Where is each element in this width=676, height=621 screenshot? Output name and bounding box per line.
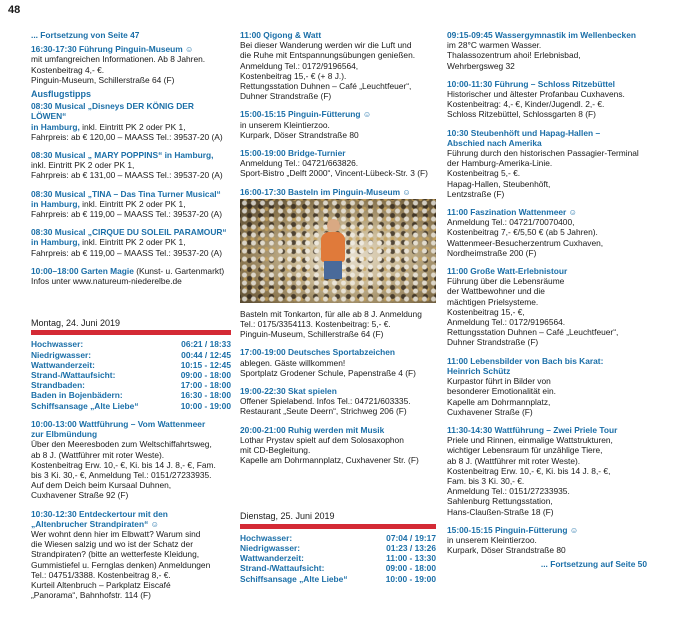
event-line-rest: inkl. Eintritt PK 2 oder PK 1, (79, 198, 186, 209)
event-garten-magie (31, 266, 231, 286)
person-figure (318, 219, 348, 279)
event-line: Pinguin-Museum, Schillerstraße 64 (F) (31, 74, 175, 85)
event-line: Offener Spielabend. Infos Tel.: 04721/603335. (240, 396, 411, 407)
event-zwei-priele-tour (447, 425, 647, 517)
event-line: Über den Meeresboden zum Weltschiffahrtsweg, (31, 439, 212, 450)
event-line: Restaurant „Seute Deern“, Strichweg 206 (F) (240, 406, 407, 417)
event-location: in Hamburg, (31, 121, 80, 132)
event-line: Führung über die Lebensräume (447, 276, 565, 287)
event-line: Wer wohnt denn hier im Elbwatt? Warum sind (31, 528, 201, 539)
event-line: Wattenmeer-Besucherzentrum Cuxhaven, (447, 237, 604, 248)
event-line: der Hamburg-Amerika-Linie. (447, 158, 553, 169)
event-line: Nordheimstraße 200 (F) (447, 247, 537, 258)
event-line: Lentzstraße (F) (447, 188, 505, 199)
event-title: 16:30-17:30 Führung Pinguin-Museum ☺ (31, 44, 194, 55)
event-schloss-ritzebuettel (447, 79, 647, 120)
event-title: „Altenbrucher Strandpiraten“ ☺ (31, 518, 160, 529)
event-location: in Hamburg, (31, 237, 80, 248)
event-title: 15:00-19:00 Bridge-Turnier (240, 148, 346, 159)
event-title: 11:00 Faszination Wattenmeer ☺ (447, 207, 578, 218)
event-sportabzeichen (240, 347, 436, 378)
event-line: Duhner Strandstraße (F) (447, 337, 539, 348)
event-title: 15:00-15:15 Pinguin-Fütterung ☺ (447, 524, 579, 535)
event-title: 08:30 Musical „ MARY POPPINS“ in Hamburg, (31, 150, 214, 161)
event-line: Duhner Strandstraße (F) (240, 91, 332, 102)
tide-row (31, 390, 231, 400)
event-line: Fahrpreis: ab € 131,00 – MAASS Tel.: 39537-20 (A) (31, 170, 223, 181)
tide-row (31, 350, 231, 360)
person-legs (324, 261, 342, 279)
tide-row (31, 339, 231, 349)
event-line: Gummistiefel u. Fernglas denken) Anmeldungen (31, 559, 211, 570)
event-line: Kostenbeitrag Erw. 10,- €, Ki. bis 14 J. 8,- €, Fam. (31, 459, 216, 470)
event-line: Kurpastor führt in Bilder von (447, 376, 551, 387)
column-2 (240, 30, 436, 584)
event-line: Fam. bis 3 Ki. 30,- €. (447, 475, 525, 486)
event-line: „Panorama“, Bahnhofstr. 114 (F) (31, 590, 151, 601)
event-line: Kapelle am Dohrmannplatz, Cuxhavener Str. (F) (240, 455, 419, 466)
event-line: wichtiger Lebensraum für unzählige Tiere, (447, 445, 603, 456)
event-line: Anmeldung Tel.: 0172/9196564. (447, 317, 566, 328)
tide-label: Strand-/Wattaufsicht: (31, 370, 116, 381)
penguin-museum-photo (240, 199, 436, 303)
tide-value: 16:30 - 18:00 (180, 390, 231, 401)
event-title: 19:00-22:30 Skat spielen (240, 386, 337, 397)
event-pinguin-fuetterung (240, 109, 436, 140)
event-line: ab 8 J. (Wattführer mit roter Weste). (447, 455, 581, 466)
event-title: 08:30 Musical „TINA – Das Tina Turner Musical“ (31, 188, 221, 199)
event-line: der Wattbewohner und die (447, 286, 545, 297)
event-title-rest: (Kunst- u. Gartenmarkt) (133, 265, 225, 276)
event-line-rest: inkl. Eintritt PK 2 oder PK 1, (79, 121, 186, 132)
event-location: in Hamburg, (31, 198, 80, 209)
event-line: Infos unter www.natureum-niederelbe.de (31, 276, 182, 287)
event-title: Abschied nach Amerika (447, 137, 542, 148)
event-pinguin-fuetterung-2 (447, 525, 647, 556)
event-line: Rettungsstation Duhnen – Café „Leuchtfeuer“, (240, 81, 412, 92)
event-line: im 28°C warmen Wasser. (447, 40, 542, 51)
event-title: 11:00 Große Watt-Erlebnistour (447, 266, 568, 277)
tide-label: Baden in Bojenbädern: (31, 390, 123, 401)
day-divider (31, 330, 231, 335)
event-title: zur Elbmündung (31, 429, 98, 440)
event-line: Führung durch den historischen Passagier-Terminal (447, 148, 639, 159)
event-line: Strandpiraten? (bitte an wetterfeste Kleidung, (31, 549, 200, 560)
event-line (31, 237, 231, 247)
event-line (31, 122, 231, 132)
person-torso (321, 232, 345, 262)
tide-value: 01:23 / 13:26 (386, 542, 436, 553)
event-line: Kostenbeitrag 5,- €. (447, 168, 521, 179)
event-line: Anmeldung Tel.: 04721/70070400, (447, 217, 575, 228)
event-line: Kostenbeitrag Erw. 10,- €, Ki. bis 14 J. 8,- €, (447, 465, 611, 476)
event-ruhig-werden-musik (240, 425, 436, 466)
event-line (31, 199, 231, 209)
tide-value: 10:15 - 12:45 (180, 359, 231, 370)
event-wassergymnastik (447, 30, 647, 71)
event-entdeckertour-strandpiraten (31, 509, 231, 601)
event-lebensbilder-bach (447, 356, 647, 417)
event-line: Kostenbeitrag 15,- € (+ 8 J.). (240, 70, 347, 81)
event-pinguin-museum-fuehrung (31, 44, 231, 85)
event-line: Priele und Rinnen, einmalige Wattstrukturen, (447, 435, 613, 446)
event-title: 10:30-12:30 Entdeckertour mit den (31, 508, 168, 519)
event-line: Cuxhavener Straße 92 (F) (31, 490, 129, 501)
tide-label: Hochwasser: (240, 532, 293, 543)
event-musical-tina (31, 189, 231, 220)
day-divider (240, 524, 436, 529)
continued-on: ... Fortsetzung auf Seite 50 (540, 559, 647, 570)
event-line: besonderer Emotionalität ein. (447, 386, 556, 397)
event-musical-koenig-der-loewen (31, 101, 231, 142)
tide-label: Schiffsansage „Alte Liebe“ (31, 400, 139, 411)
tide-label: Schiffsansage „Alte Liebe“ (240, 573, 348, 584)
event-line: Wehrbergsweg 32 (447, 60, 515, 71)
event-steubenhoeft-hapag (447, 128, 647, 199)
event-line: Kostenbeitrag 4,- €. (31, 64, 105, 75)
tide-value: 17:00 - 18:00 (180, 380, 231, 391)
event-line: in unserem Kleintierzoo. (240, 119, 330, 130)
tide-value: 09:00 - 18:00 (385, 563, 436, 574)
event-line: Hans-Claußen-Straße 18 (F) (447, 506, 554, 517)
event-line: mächtigen Prielsysteme. (447, 296, 539, 307)
tide-row (240, 574, 436, 584)
event-title: 11:30-14:30 Wattführung – Zwei Priele Tour (447, 424, 618, 435)
event-line: Anmeldung Tel.: 04721/663826. (240, 158, 359, 169)
column-1 (31, 30, 231, 608)
tide-label: Hochwasser: (31, 339, 84, 350)
tide-value: 09:00 - 18:00 (180, 370, 231, 381)
event-line: die Wiesen salzig und wo ist der Schatz der (31, 539, 193, 550)
event-title: 10:00–18:00 Garten Magie (31, 265, 134, 276)
event-title: 10:00-11:30 Führung – Schloss Ritzebüttel (447, 78, 616, 89)
event-line: Tel.: 0175/3354113. Kostenbeitrag: 5,- €. (240, 319, 391, 330)
event-line: Kurteil Altenbruch – Parkplatz Eiscafé (31, 579, 171, 590)
event-title: 17:00-19:00 Deutsches Sportabzeichen (240, 347, 395, 358)
event-bridge-turnier (240, 148, 436, 179)
event-line: Tel.: 04751/3388. Kostenbeitrag 8,- €. (31, 569, 171, 580)
event-watt-erlebnistour (447, 266, 647, 348)
event-line: Schloss Ritzebüttel, Schlossgarten 8 (F) (447, 109, 596, 120)
event-line: Cuxhavener Straße (F) (447, 406, 533, 417)
event-line: Kostenbeitrag 15,- €, (447, 306, 525, 317)
event-title: 16:00-17:30 Basteln im Pinguin-Museum ☺ (240, 186, 411, 197)
day-heading-dienstag: Dienstag, 25. Juni 2019 (240, 511, 335, 522)
tide-row (31, 360, 231, 370)
event-line: Basteln mit Tonkarton, für alle ab 8 J. Anmeldung (240, 308, 422, 319)
event-line: Sport-Bistro „Delft 2000“, Vincent-Lübeck-Str. 3 (F) (240, 168, 428, 179)
event-line: mit umfangreichen Informationen. Ab 8 Jahren. (31, 54, 206, 65)
event-line: Kapelle am Dohrmannplatz, (447, 396, 551, 407)
section-heading-ausflugstipps: Ausflugstipps (31, 89, 91, 100)
event-line: Rettungsstation Duhnen – Café „Leuchtfeuer“, (447, 327, 619, 338)
event-line: ab 8 J. (Wattführer mit roter Weste). (31, 449, 165, 460)
event-line: Kurpark, Döser Strandstraße 80 (447, 545, 566, 556)
tide-row (240, 563, 436, 573)
event-musical-cirque-du-soleil (31, 227, 231, 258)
tide-value: 11:00 - 13:30 (386, 553, 436, 564)
tide-label: Wattwanderzeit: (240, 553, 304, 564)
tide-row (31, 370, 231, 380)
event-line: in unserem Kleintierzoo. (447, 534, 537, 545)
tide-table-montag (31, 339, 231, 410)
tide-label: Niedrigwasser: (240, 542, 301, 553)
event-line: mit CD-Begleitung. (240, 445, 311, 456)
event-line: Lothar Prystav spielt auf dem Solosaxophon (240, 434, 404, 445)
event-musical-mary-poppins (31, 150, 231, 181)
tide-label: Wattwanderzeit: (31, 359, 95, 370)
tide-value: 10:00 - 19:00 (385, 573, 436, 584)
event-line: Auf dem Deich beim Kursaal Duhnen, (31, 480, 172, 491)
event-line: inkl. Eintritt PK 2 oder PK 1, (31, 160, 135, 171)
event-title: 11:00 Lebensbilder von Bach bis Karat: (447, 355, 604, 366)
event-line: Anmeldung Tel.: 0172/9196564, (240, 60, 359, 71)
event-skat (240, 386, 436, 417)
event-line: Hapag-Hallen, Steubenhöft, (447, 178, 551, 189)
event-line: Historischer und ältester Profanbau Cuxhavens. (447, 89, 625, 100)
tide-row (240, 553, 436, 563)
tide-label: Niedrigwasser: (31, 349, 92, 360)
tide-label: Strand-/Wattaufsicht: (240, 563, 325, 574)
continued-from: ... Fortsetzung von Seite 47 (31, 30, 140, 40)
tide-value: 00:44 / 12:45 (181, 349, 231, 360)
page-number: 48 (8, 4, 21, 16)
event-line-rest: inkl. Eintritt PK 2 oder PK 1, (79, 237, 186, 248)
tide-row (31, 380, 231, 390)
tide-row (240, 543, 436, 553)
event-line: bis 3 Ki. 30,- €, Anmeldung Tel.: 0151/27233935. (31, 469, 212, 480)
tide-value: 06:21 / 18:33 (181, 339, 231, 350)
event-line: Kostenbeitrag: 4,- €, Kinder/Jugendl. 2,- €. (447, 99, 605, 110)
event-line: die Ruhe mit Entspannungsübungen genießen. (240, 50, 416, 61)
event-line: Fahrpreis: ab € 120,00 – MAASS Tel.: 39537-20 (A) (31, 131, 223, 142)
event-title: 11:00 Qigong & Watt (240, 30, 322, 40)
person-head (327, 219, 340, 232)
event-line: Bei dieser Wanderung werden wir die Luft und (240, 40, 412, 51)
event-line: Anmeldung Tel.: 0151/27233935. (447, 486, 570, 497)
event-title: Heinrich Schütz (447, 365, 511, 376)
tide-table-dienstag (240, 533, 436, 584)
event-qigong-watt (240, 30, 436, 101)
event-line: Kurpark, Döser Strandstraße 80 (240, 129, 359, 140)
event-basteln-pinguin-museum (240, 187, 436, 340)
column-3 (447, 30, 647, 570)
tide-value: 07:04 / 19:17 (386, 532, 436, 543)
event-line: Fahrpreis: ab € 119,00 – MAASS Tel.: 39537-20 (A) (31, 209, 223, 220)
tide-row (240, 533, 436, 543)
event-wattfuehrung-elbmuendung (31, 419, 231, 501)
event-line: ablegen. Gäste willkommen! (240, 357, 346, 368)
tide-value: 10:00 - 19:00 (180, 400, 231, 411)
event-title: 20:00-21:00 Ruhig werden mit Musik (240, 424, 385, 435)
event-line: Fahrpreis: ab € 119,00 – MAASS Tel.: 39537-20 (A) (31, 247, 223, 258)
event-title: 10:30 Steubenhöft und Hapag-Hallen – (447, 127, 601, 138)
day-heading-montag: Montag, 24. Juni 2019 (31, 318, 121, 329)
event-title: 15:00-15:15 Pinguin-Fütterung ☺ (240, 109, 372, 120)
event-title: 09:15-09:45 Wassergymnastik im Wellenbecken (447, 30, 636, 40)
event-line: Pinguin-Museum, Schillerstraße 64 (F) (240, 329, 384, 340)
tide-label: Strandbaden: (31, 380, 85, 391)
event-title: 10:00-13:00 Wattführung – Vom Wattenmeer (31, 418, 206, 429)
event-line: Sahlenburg Rettungsstation, (447, 496, 553, 507)
event-title: 08:30 Musical „CIRQUE DU SOLEIL PARAMOUR“ (31, 227, 227, 238)
event-title: 08:30 Musical „Disneys DER KÖNIG DER LÖWEN“ (31, 101, 194, 122)
event-line: Sportplatz Grodener Schule, Papenstraße 4 (F) (240, 367, 416, 378)
event-line: Thalassozentrum ahoi! Erlebnisbad, (447, 50, 581, 61)
tide-row (31, 401, 231, 411)
event-faszination-wattenmeer (447, 207, 647, 258)
event-line: Kostenbeitrag 7,- €/5,50 € (ab 5 Jahren). (447, 227, 598, 238)
